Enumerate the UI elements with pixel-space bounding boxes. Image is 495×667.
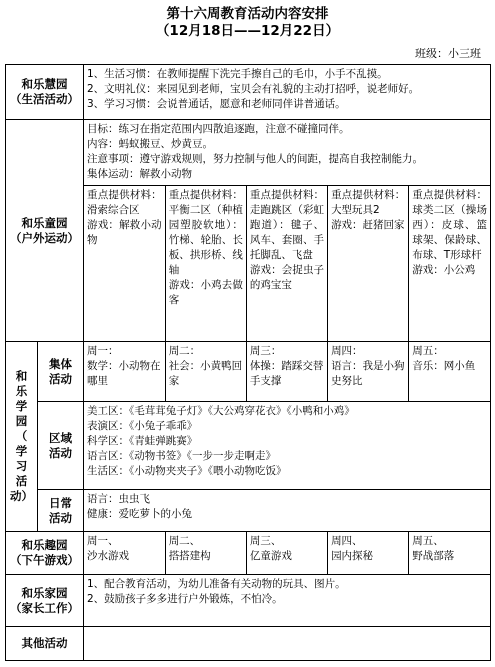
- date-range: （12月18日——12月22日）: [155, 23, 340, 39]
- life-row: [6, 65, 491, 120]
- group-activity-fri: 周五： 音乐：网小鱼: [412, 345, 476, 372]
- outdoor-header-line1: 和乐童园: [21, 215, 68, 230]
- daily-activity-label: [38, 490, 84, 532]
- daily-label-line2: 活动: [49, 510, 72, 525]
- daily-item: 语言：虫虫飞: [87, 493, 150, 505]
- home-content: [84, 575, 491, 627]
- outdoor-header-line2: （户外运动）: [10, 230, 79, 245]
- group-activities: [84, 342, 491, 402]
- area-item: 表演区：《小兔子乖乖》: [87, 420, 198, 432]
- area-item: 语言区：《动物书签》《一步一步走啊走》: [87, 450, 276, 462]
- area-activities: [84, 402, 491, 490]
- outdoor-goals: [84, 120, 491, 186]
- outdoor-area-4: 重点提供材料：大型玩具2 游戏：赶猪回家: [328, 186, 409, 341]
- group-activity-tue: 周二： 社会：小黄鸭回家: [165, 342, 246, 401]
- outdoor-goals-row: [6, 120, 491, 186]
- outdoor-area-2: 重点提供材料：平衡二区（种植园塑胶软地）：竹梯、轮胎、长板、拱形桥、线轴 游戏：小鸡去做客: [165, 186, 246, 341]
- life-content: [84, 65, 491, 120]
- group-activities-grid: [84, 342, 490, 401]
- other-header: 其他活动: [6, 627, 84, 661]
- outdoor-area-3: 重点提供材料：走跑跳区（彩虹跑道）：毽子、风车、套圈、手托脚乱、飞盘 游戏：会捉虫子的鸡宝宝: [246, 186, 327, 341]
- area-activity-label: [38, 402, 84, 490]
- outdoor-notes: 注意事项：遵守游戏规则，努力控制与他人的间距，提高自我控制能力。: [87, 153, 423, 165]
- home-header-line1: 和乐家园: [21, 585, 68, 600]
- group-activity-mon: 周一： 数学：小动物在哪里: [84, 342, 165, 401]
- group-label-line1: 集体: [49, 356, 72, 371]
- home-row: [6, 575, 491, 627]
- learning-area-row: [6, 402, 491, 490]
- class-label: 班级：小三班: [415, 47, 481, 60]
- life-header: [6, 65, 84, 120]
- other-content: [84, 627, 491, 661]
- group-activity-label: [38, 342, 84, 402]
- other-row: [6, 627, 491, 661]
- afternoon-game-fri: 周五、 野战部落: [412, 535, 455, 562]
- page-title: 第十六周教育活动内容安排: [166, 6, 329, 22]
- home-item: 2、鼓励孩子多多进行户外锻炼，不怕冷。: [87, 593, 283, 605]
- area-item: 生活区：《小动物夹夹子》《喂小动物吃饭》: [87, 465, 287, 477]
- daily-label-line1: 日常: [49, 495, 72, 510]
- learning-group-row: [6, 342, 491, 402]
- afternoon-header-line2: （下午游戏）: [10, 553, 79, 567]
- outdoor-area-5: 重点提供材料：球类二区（操场西）：皮球、篮球架、保龄球、布球、T形球杆 游戏：小公鸡: [412, 189, 487, 276]
- afternoon-header-line1: 和乐趣园: [21, 538, 68, 552]
- afternoon-games: [84, 532, 491, 575]
- afternoon-game-tue: 周二、 搭搭建构: [165, 532, 246, 574]
- learning-header: [6, 342, 38, 532]
- area-label-line1: 区域: [49, 430, 72, 445]
- learning-header-text: 和 乐 学 园 （ 学 习 活 动）: [10, 369, 33, 503]
- group-activity-thu: 周四： 语言：我是小狗史努比: [328, 342, 409, 401]
- life-header-line1: 和乐慧园: [21, 77, 68, 91]
- afternoon-row: [6, 532, 491, 575]
- afternoon-games-grid: [84, 532, 490, 574]
- home-header: [6, 575, 84, 627]
- life-item: 3、学习习惯：会说普通话，愿意和老师同伴讲普通话。: [87, 98, 346, 110]
- outdoor-areas-grid: [84, 186, 490, 341]
- afternoon-header: [6, 532, 84, 575]
- outdoor-area-1: 重点提供材料：滑索综合区 游戏：解救小动物: [84, 186, 165, 341]
- life-item: 1、生活习惯：在教师提醒下洗完手擦自己的毛巾，小手不乱摸。: [87, 68, 388, 80]
- area-item: 科学区：《青蛙弹跳赛》: [87, 435, 198, 447]
- area-item: 美工区：《毛茸茸兔子灯》《大公鸡穿花衣》《小鸭和小鸡》: [87, 405, 355, 417]
- group-label-line2: 活动: [49, 371, 72, 386]
- group-activity-wed: 周三： 体操：踏踩交替手支撑: [246, 342, 327, 401]
- area-label-line2: 活动: [49, 445, 72, 460]
- schedule-table: [5, 64, 491, 661]
- outdoor-areas: [84, 186, 491, 342]
- life-header-line2: （生活活动）: [10, 92, 79, 106]
- outdoor-header: [6, 120, 84, 342]
- home-item: 1、配合教育活动，为幼儿准备有关动物的玩具、图片。: [87, 578, 346, 590]
- outdoor-group: 集体运动：解救小动物: [87, 168, 192, 180]
- outdoor-content: 内容：蚂蚁搬豆、炒黄豆。: [87, 138, 213, 150]
- daily-activities: [84, 490, 491, 532]
- daily-item: 健康：爱吃萝卜的小兔: [87, 508, 192, 520]
- learning-daily-row: [6, 490, 491, 532]
- home-header-line2: （家长工作）: [10, 600, 79, 615]
- outdoor-goal: 目标：练习在指定范围内四散追逐跑，注意不碰撞同伴。: [87, 123, 350, 135]
- afternoon-game-wed: 周三、 亿童游戏: [246, 532, 327, 574]
- life-item: 2、文明礼仪：来园见到老师，宝贝会有礼貌的主动打招呼，说老师好。: [87, 83, 420, 95]
- afternoon-game-thu: 周四、 园内探秘: [328, 532, 409, 574]
- afternoon-game-mon: 周一、 沙水游戏: [84, 532, 165, 574]
